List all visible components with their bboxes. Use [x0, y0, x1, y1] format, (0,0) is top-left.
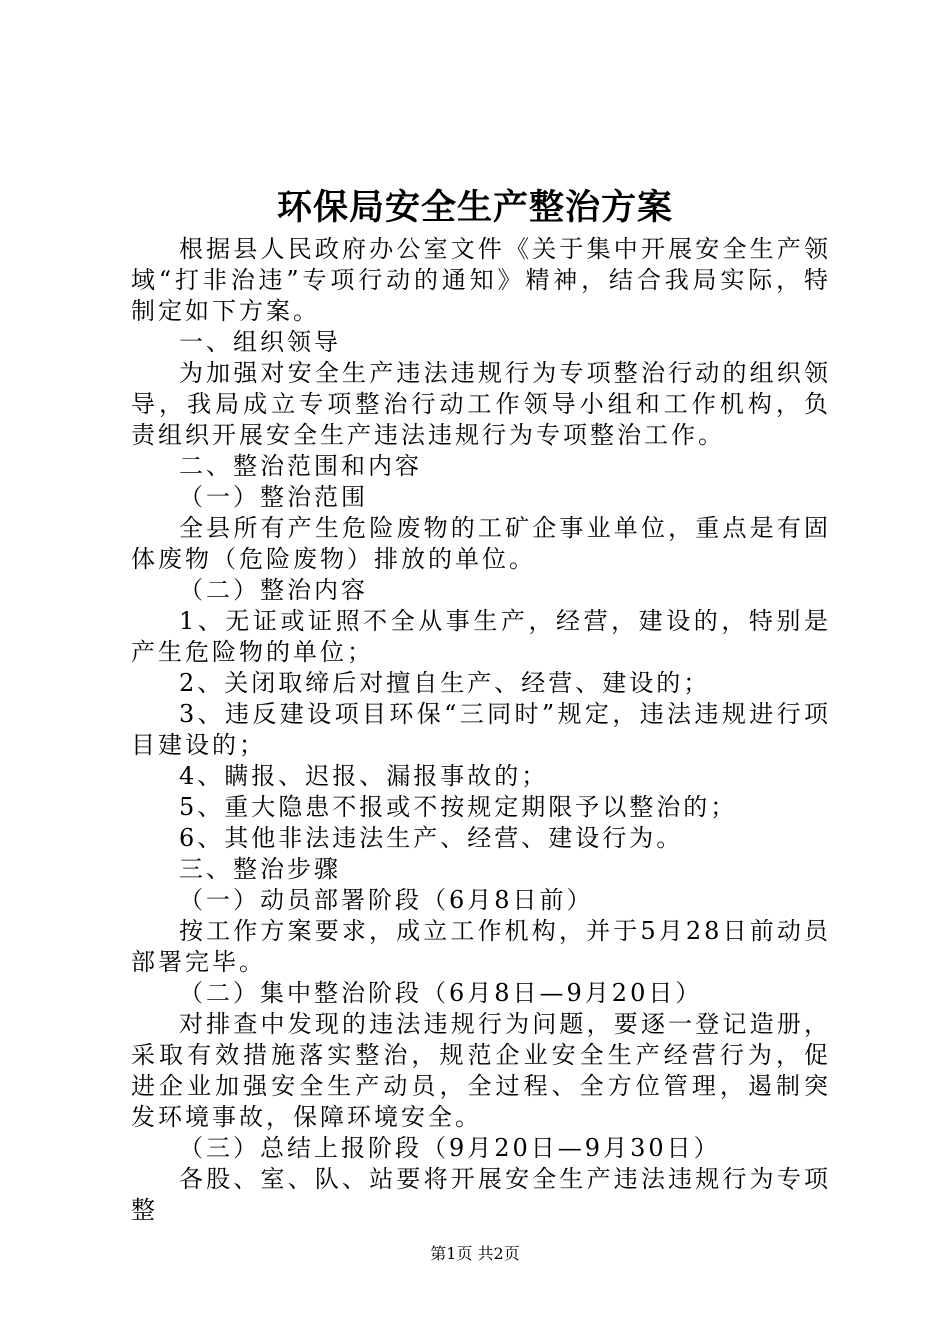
subheading-summary: （三）总结上报阶段（9月20日—9月30日） — [179, 1134, 721, 1162]
list-item: 6、其他非法违法生产、经营、建设行为。 — [179, 824, 684, 852]
paragraph-mobilization: 按工作方案要求，成立工作机构，并于5月28日前动员部署完毕。 — [131, 917, 831, 976]
document-body — [131, 234, 831, 1226]
subheading-mobilization: （一）动员部署阶段（6月8日前） — [179, 886, 594, 914]
subheading-rectification: （二）集中整治阶段（6月8日—9月20日） — [179, 979, 703, 1007]
document-title: 环保局安全生产整治方案 — [276, 187, 673, 228]
paragraph-organization: 为加强对安全生产违法违规行为专项整治行动的组织领导，我局成立专项整治行动工作领导小组和工作机构，负责组织开展安全生产违法违规行为专项整治工作。 — [131, 359, 831, 449]
heading-scope-content: 二、整治范围和内容 — [179, 452, 422, 480]
subheading-scope: （一）整治范围 — [179, 483, 368, 511]
page-number-footer: 第1页 共2页 — [430, 1244, 520, 1263]
heading-steps: 三、整治步骤 — [179, 855, 341, 883]
paragraph-scope: 全县所有产生危险废物的工矿企事业单位，重点是有固体废物（危险废物）排放的单位。 — [131, 514, 831, 573]
heading-organization: 一、组织领导 — [179, 328, 341, 356]
list-item: 5、重大隐患不报或不按规定期限予以整治的； — [179, 793, 738, 821]
list-item: 3、违反建设项目环保“三同时”规定，违法违规进行项目建设的； — [131, 700, 831, 759]
paragraph-intro: 根据县人民政府办公室文件《关于集中开展安全生产领域“打非治违”专项行动的通知》精神，结合我局实际，特制定如下方案。 — [131, 235, 831, 325]
list-item: 2、关闭取缔后对擅自生产、经营、建设的； — [179, 669, 711, 697]
paragraph-rectification: 对排查中发现的违法违规行为问题，要逐一登记造册，采取有效措施落实整治，规范企业安全生产经营行为，促进企业加强安全生产动员，全过程、全方位管理，遏制突发环境事故，保障环境安全。 — [131, 1010, 831, 1131]
subheading-content: （二）整治内容 — [179, 576, 368, 604]
list-item: 1、无证或证照不全从事生产，经营，建设的，特别是产生危险物的单位； — [131, 607, 831, 666]
paragraph-summary: 各股、室、队、站要将开展安全生产违法违规行为专项整 — [131, 1165, 831, 1224]
list-item: 4、瞒报、迟报、漏报事故的； — [179, 762, 549, 790]
